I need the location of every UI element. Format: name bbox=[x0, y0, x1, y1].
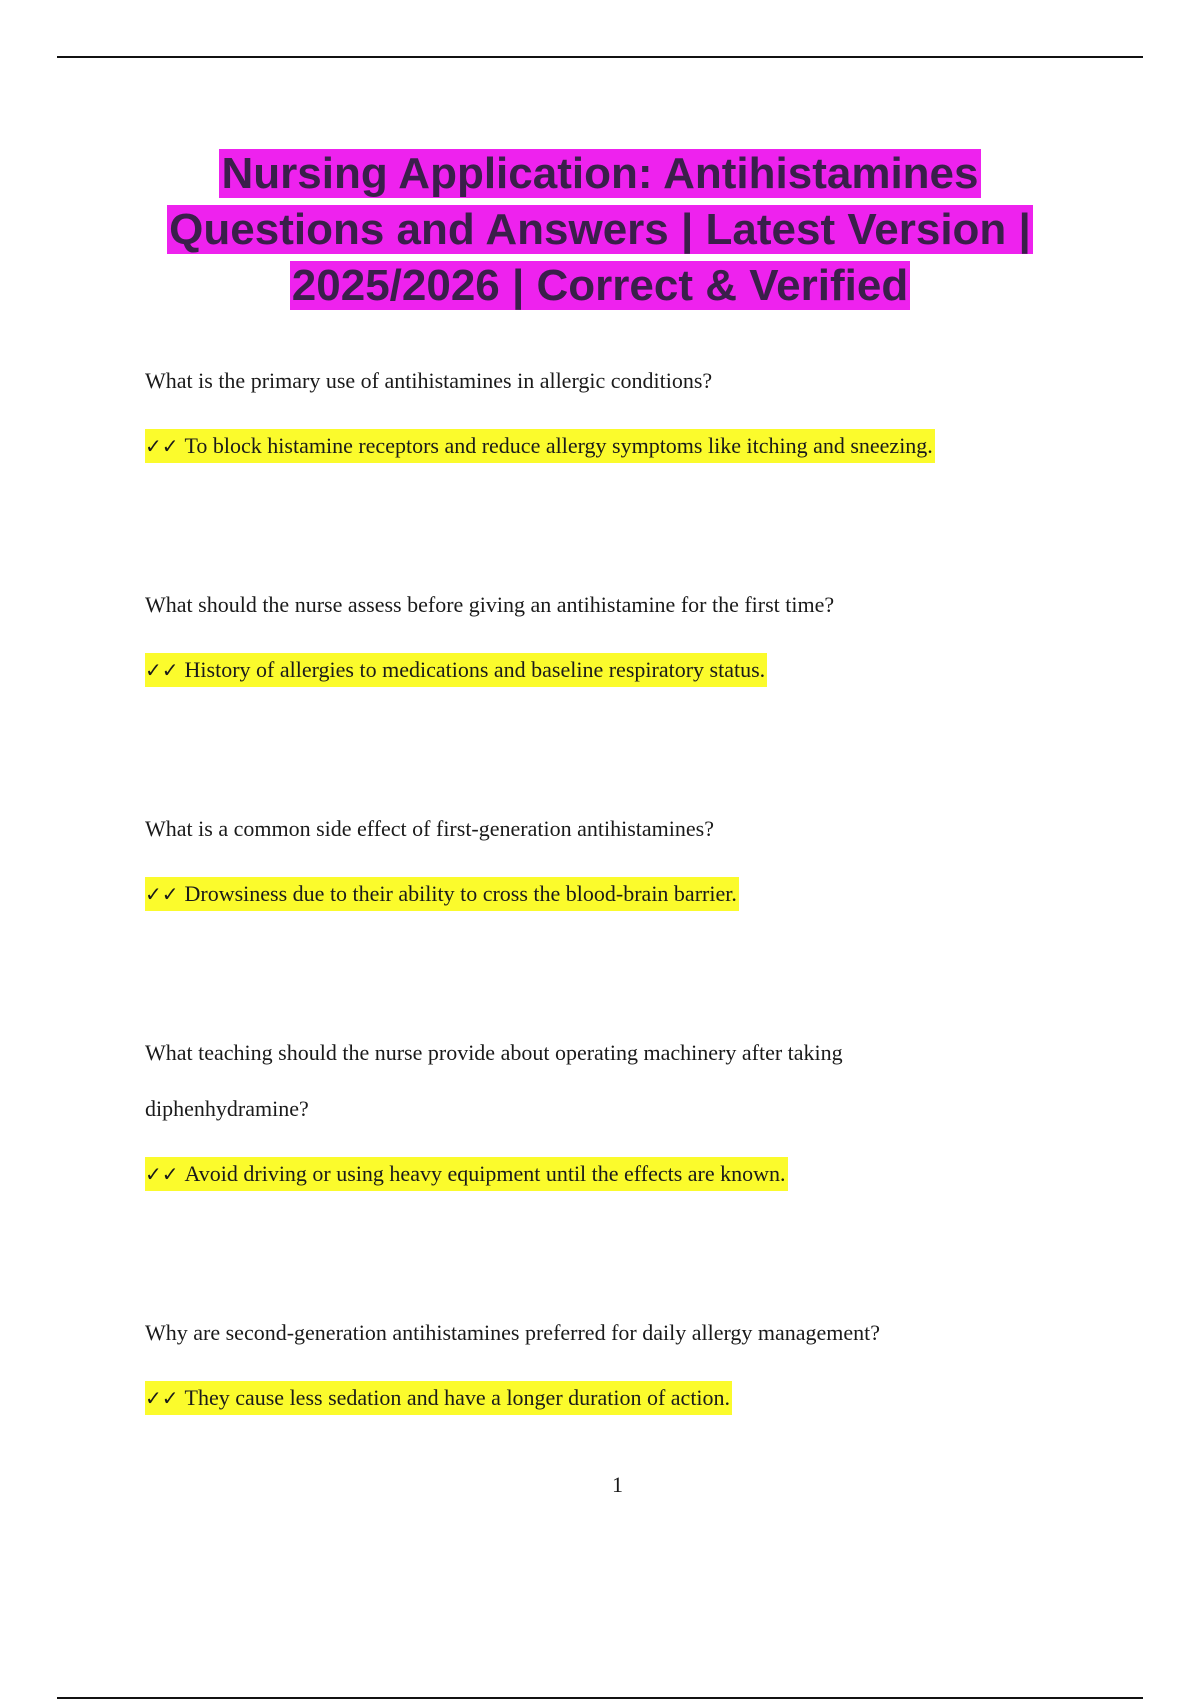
answer-5 bbox=[145, 1381, 732, 1415]
double-check-icon: ✓✓ bbox=[145, 1162, 179, 1186]
answer-1-text: To block histamine receptors and reduce allergy symptoms like itching and sneezing. bbox=[184, 433, 933, 458]
qa-item-3 bbox=[145, 801, 1105, 911]
page-number: 1 bbox=[612, 1472, 623, 1497]
answer-3-text: Drowsiness due to their ability to cross the blood-brain barrier. bbox=[184, 881, 737, 906]
answer-4-text: Avoid driving or using heavy equipment until the effects are known. bbox=[184, 1161, 786, 1186]
question-5: Why are second-generation antihistamines preferred for daily allergy management? bbox=[145, 1320, 881, 1345]
qa-item-2 bbox=[145, 577, 1105, 687]
double-check-icon: ✓✓ bbox=[145, 434, 179, 458]
question-1: What is the primary use of antihistamines in allergic conditions? bbox=[145, 368, 713, 393]
question-4: What teaching should the nurse provide about operating machinery after taking diphenhydramine? bbox=[145, 1040, 843, 1121]
answer-5-text: They cause less sedation and have a longer duration of action. bbox=[184, 1385, 731, 1410]
answer-2-text: History of allergies to medications and baseline respiratory status. bbox=[184, 657, 766, 682]
bottom-rule bbox=[57, 1697, 1143, 1699]
question-3: What is a common side effect of first-generation antihistamines? bbox=[145, 816, 714, 841]
document-title-text: Nursing Application: Antihistamines Questions and Answers | Latest Version | 2025/2026 | Correct & Verified bbox=[169, 149, 1031, 310]
qa-item-4 bbox=[145, 1025, 925, 1191]
answer-3 bbox=[145, 877, 739, 911]
double-check-icon: ✓✓ bbox=[145, 882, 179, 906]
double-check-icon: ✓✓ bbox=[145, 1386, 179, 1410]
answer-2 bbox=[145, 653, 767, 687]
question-2: What should the nurse assess before giving an antihistamine for the first time? bbox=[145, 592, 835, 617]
top-rule bbox=[57, 56, 1143, 58]
answer-4 bbox=[145, 1157, 788, 1191]
document-title bbox=[120, 146, 1080, 314]
qa-item-5 bbox=[145, 1305, 1105, 1415]
answer-1 bbox=[145, 429, 935, 463]
double-check-icon: ✓✓ bbox=[145, 658, 179, 682]
qa-item-1 bbox=[145, 353, 1105, 463]
